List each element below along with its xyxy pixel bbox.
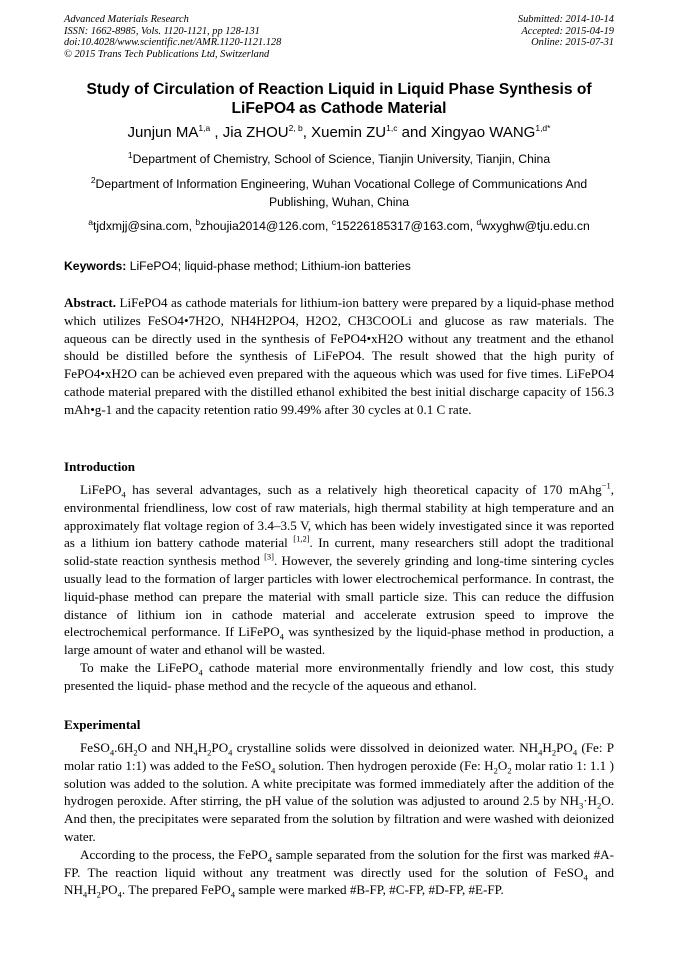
experimental-paragraph-2: According to the process, the FePO$_4$ sample separated from the solution for the first was marked #A-FP. The reaction liquid without any treatment was directly used for the solution of FeSO$_4$ and $NH_4H_2PO_4$. The prepared FePO$_4$ sample were marked #B-FP, #C-FP, #D-FP, #E-FP.: [64, 846, 614, 900]
journal-name: Advanced Materials Research: [64, 14, 189, 25]
introduction-heading: Introduction: [64, 459, 136, 474]
experimental-heading: Experimental: [64, 717, 141, 732]
author-name: Xuemin ZU: [311, 124, 387, 141]
copyright-line: © 2015 Trans Tech Publications Ltd, Switzerland: [64, 48, 270, 60]
author-sup: 1,a: [198, 123, 211, 133]
author-list: [64, 124, 614, 142]
keywords-text: LiFePO4; liquid-phase method; Lithium-ion batteries: [126, 259, 411, 273]
online-date: Online: 2015-07-31: [531, 37, 614, 49]
title-line-2: LiFePO4 as Cathode Material: [231, 100, 447, 117]
citation[interactable]: [3]: [264, 551, 275, 562]
affiliation-text-2: Publishing, Wuhan, China: [268, 195, 410, 209]
email-link[interactable]: 15226185317@163.com,: [336, 219, 477, 233]
citation[interactable]: [1,2]: [293, 534, 310, 545]
author-sep: and: [397, 124, 431, 141]
affiliation-sup: 1: [127, 149, 133, 160]
title-line-1: Study of Circulation of Reaction Liquid in Liquid Phase Synthesis of: [86, 81, 592, 98]
accepted-date: Accepted: 2015-04-19: [521, 25, 614, 37]
author-sup: 2, b: [288, 123, 303, 133]
submitted-date: Submitted: 2014-10-14: [517, 14, 614, 25]
author-name: Jia ZHOU: [222, 124, 289, 141]
introduction-paragraph-2: To make the LiFePO$_4$ cathode material more environmentally friendly and low cost, this study presented the liquid- phase method and the recycle of the aqueous and ethanol.: [64, 659, 614, 693]
abstract-label: Abstract.: [64, 295, 116, 310]
email-list: [64, 217, 614, 235]
experimental-paragraph-1: $FeSO_4.6H_2O$ and $NH_4H_2PO_4$ crystalline solids were dissolved in deionized water. $NH_4H_2PO_4$ (Fe: P molar ratio 1:1) was added to the FeSO$_4$ solution. Then hydrogen peroxide (Fe: $H_2O_2$ molar ratio 1: 1.1 ) solution was added to the solution. A white precipitate was formed immediately after the addition of the hydrogen peroxide. After stirring, the pH value of the solution was adjusted to around 2.5 by $NH_3\cdot H_2O$. And then, the precipitates were separated from the solution by filtration and were washed with deionized water.: [64, 740, 615, 844]
email-link[interactable]: zhoujia2014@126.com,: [200, 219, 332, 233]
author-sep: ,: [302, 124, 312, 141]
dates-header: [518, 14, 614, 49]
email-sup: a: [88, 216, 93, 227]
email-sup: b: [195, 216, 201, 227]
author-sup: 1,d*: [535, 123, 551, 133]
email-sup: d: [476, 216, 482, 227]
affiliation-2: [64, 175, 614, 211]
paper-title: [64, 80, 614, 118]
abstract-text: LiFePO4 as cathode materials for lithium-ion battery were prepared by a liquid-phase method which utilizes FeSO4•7H2O, NH4H2PO4, H2O2, CH3COOLi and glucose as raw materials. The aqueous can be directly used in the synthesis of FePO4•xH2O without any treatment and the ethanol should be distilled before the synthesis of LiFePO4. The result showed that the high purity of FePO4•xH2O can be achieved even prepared with the aqueous which was used for five times. LiFePO4 cathode material prepared with the distilled ethanol exhibited the best initial discharge capacity of 156.3 mAh•g-1 and the capacity retention ratio 99.49% after 30 cycles at 0.1 C rate.: [64, 295, 614, 417]
affiliation-text: Department of Chemistry, School of Science, Tianjin University, Tianjin, China: [132, 152, 551, 166]
email-link[interactable]: tjdxmjj@sina.com,: [92, 219, 196, 233]
author-sep: ,: [210, 124, 223, 141]
author-name: Xingyao WANG: [430, 124, 536, 141]
email-sup: c: [331, 216, 337, 227]
author-name: Junjun MA: [127, 124, 199, 141]
journal-header: [64, 14, 281, 60]
abstract: [64, 294, 614, 419]
affiliation-sup: 2: [90, 174, 96, 185]
issn-line: ISSN: 1662-8985, Vols. 1120-1121, pp 128-131: [64, 25, 260, 37]
doi-line: doi:10.4028/www.scientific.net/AMR.1120-1121.128: [64, 37, 282, 49]
introduction-body: [64, 481, 614, 695]
author-sup: 1,c: [386, 123, 398, 133]
affiliation-1: [64, 150, 614, 168]
keywords: [64, 258, 614, 274]
introduction-paragraph-1: LiFePO$_4$ has several advantages, such as a relatively high theoretical capacity of 170 mAhg$^{-1}$, environmental friendliness, low cost of raw materials, high thermal stability at high temperature and an approximately flat voltage region of 3.4–3.5 V, which has been widely investigated since it was reported as a lithium ion battery cathode material [1,2]. In current, many researchers still adopt the traditional solid-state reaction synthesis method [3]. However, the severely grinding and long-time sintering cycles usually lead to the formation of larger particles with lower electrochemical performance. In contrast, the liquid-phase method can prepare the material with small particle size. This can reduce the diffusion distance of lithium ion in cathode material and accelerate extrusion speed to improve the electrochemical performance. If LiFePO$_4$ was synthesized by the liquid-phase method in production, a large amount of water and ethanol will be wasted.: [64, 480, 614, 658]
affiliation-text: Department of Information Engineering, Wuhan Vocational College of Communications And: [95, 177, 588, 191]
experimental-body: [64, 739, 614, 899]
email-link[interactable]: wxyghw@tju.edu.cn: [481, 219, 590, 233]
keywords-label: Keywords:: [64, 259, 127, 273]
